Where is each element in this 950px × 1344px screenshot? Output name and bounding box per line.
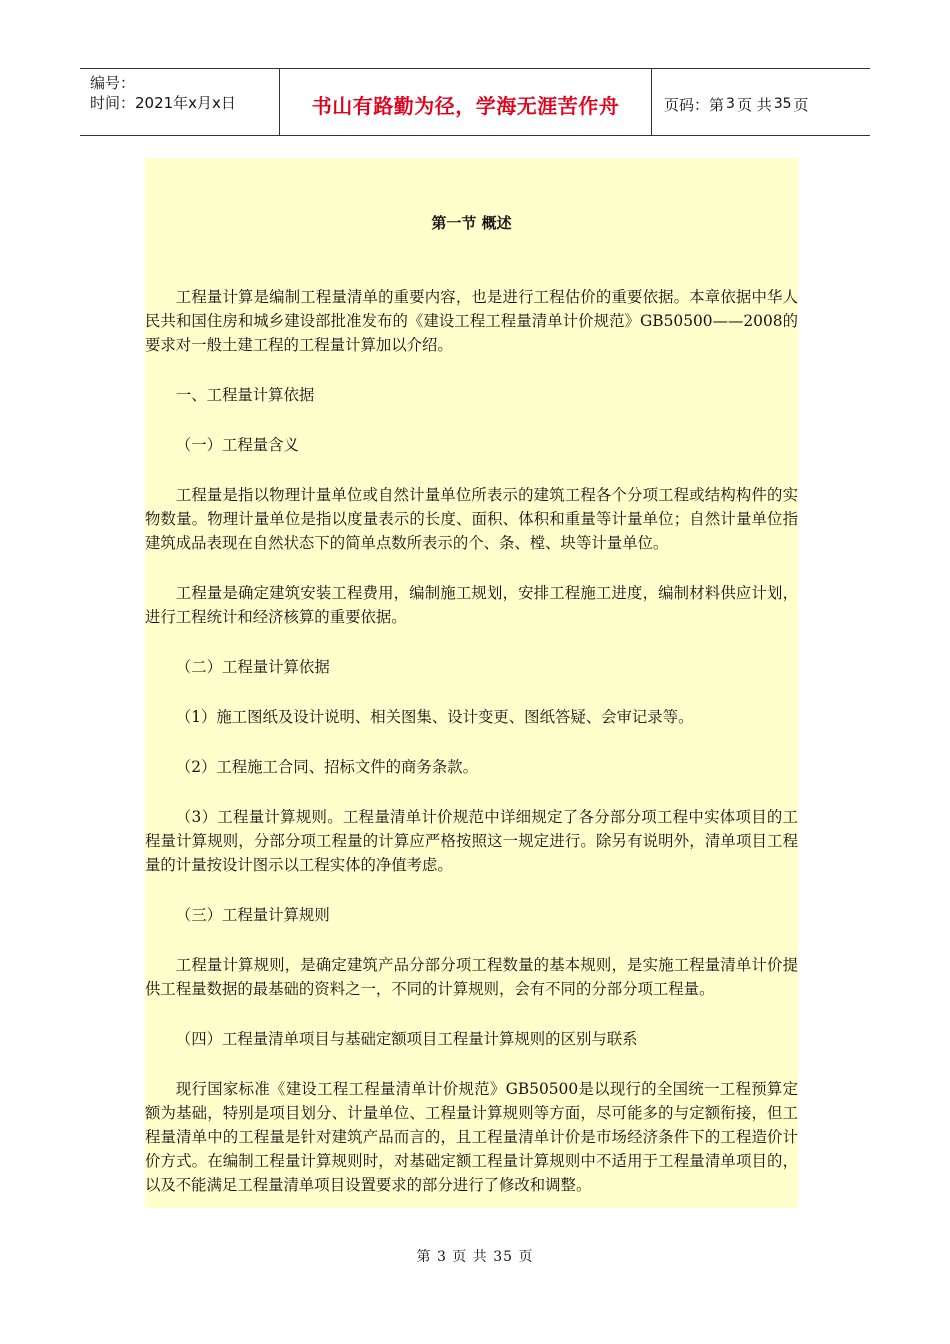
paragraph: 工程量计算规则，是确定建筑产品分部分项工程数量的基本规则，是实施工程量清单计价提供工程量数据的最基础的资料之一，不同的计算规则，会有不同的分部分项工程量。 (145, 956, 798, 998)
list-item: （1）施工图纸及设计说明、相关图集、设计变更、图纸答疑、会审记录等。 (175, 708, 694, 726)
page-footer: 第 3 页 共 35 页 (416, 1249, 534, 1265)
paragraph: 工程量是指以物理计量单位或自然计量单位所表示的建筑工程各个分项工程或结构构件的实物数量。物理计量单位是指以度量表示的长度、面积、体积和重量等计量单位；自然计量单位指建筑成品表现在自然状态下的简单点数所表示的个、条、樘、块等计量单位。 (145, 486, 798, 552)
paragraph: 现行国家标准《建设工程工程量清单计价规范》GB50500是以现行的全国统一工程预算定额为基础，特别是项目划分、计量单位、工程量计算规则等方面，尽可能多的与定额衔接，但工程量清单中的工程量是针对建筑产品而言的，且工程量清单计价是市场经济条件下的工程造价计价方式。在编制工程量计算规则时，对基础定额工程量计算规则中不适用于工程量清单项目的，以及不能满足工程量清单项目设置要求的部分进行了修改和调整。 (145, 1080, 798, 1194)
list-item: （2）工程施工合同、招标文件的商务条款。 (175, 758, 479, 776)
content-body (145, 158, 798, 1197)
page-current: 3 (726, 96, 735, 112)
heading-level-1: 一、工程量计算依据 (175, 386, 315, 404)
list-item: （3）工程量计算规则。工程量清单计价规范中详细规定了各分部分项工程中实体项目的工程量计算规则，分部分项工程量的计算应严格按照这一规定进行。除另有说明外，清单项目工程量的计量按设计图示以工程实体的净值考虑。 (145, 808, 798, 874)
header-page-info (652, 69, 870, 135)
document-date: 时间：2021年x月x日 (90, 94, 236, 112)
header-meta (80, 69, 280, 135)
document-code-label: 编号： (90, 74, 136, 92)
section-title: 第一节 概述 (431, 214, 512, 232)
page-suffix: 页 (793, 95, 809, 114)
page-mid: 页 共 (736, 95, 772, 114)
paragraph: 工程量是确定建筑安装工程费用，编制施工规划，安排工程施工进度，编制材料供应计划，进行工程统计和经济核算的重要依据。 (145, 584, 798, 626)
heading-level-2: （三）工程量计算规则 (175, 906, 330, 924)
page-prefix: 页码：第 (664, 95, 725, 114)
header-motto: 书山有路勤为径，学海无涯苦作舟 (311, 93, 620, 118)
content-panel (145, 158, 798, 1208)
paragraph: 工程量计算是编制工程量清单的重要内容，也是进行工程估价的重要依据。本章依据中华人民共和国住房和城乡建设部批准发布的《建设工程工程量清单计价规范》GB50500——2008的要求对一般土建工程的工程量计算加以介绍。 (145, 288, 798, 354)
page-header (80, 68, 870, 136)
page-total: 35 (773, 96, 792, 112)
heading-level-2: （一）工程量含义 (175, 436, 299, 454)
header-motto-cell (280, 69, 652, 135)
heading-level-2: （二）工程量计算依据 (175, 658, 330, 676)
heading-level-2: （四）工程量清单项目与基础定额项目工程量计算规则的区别与联系 (175, 1030, 638, 1048)
